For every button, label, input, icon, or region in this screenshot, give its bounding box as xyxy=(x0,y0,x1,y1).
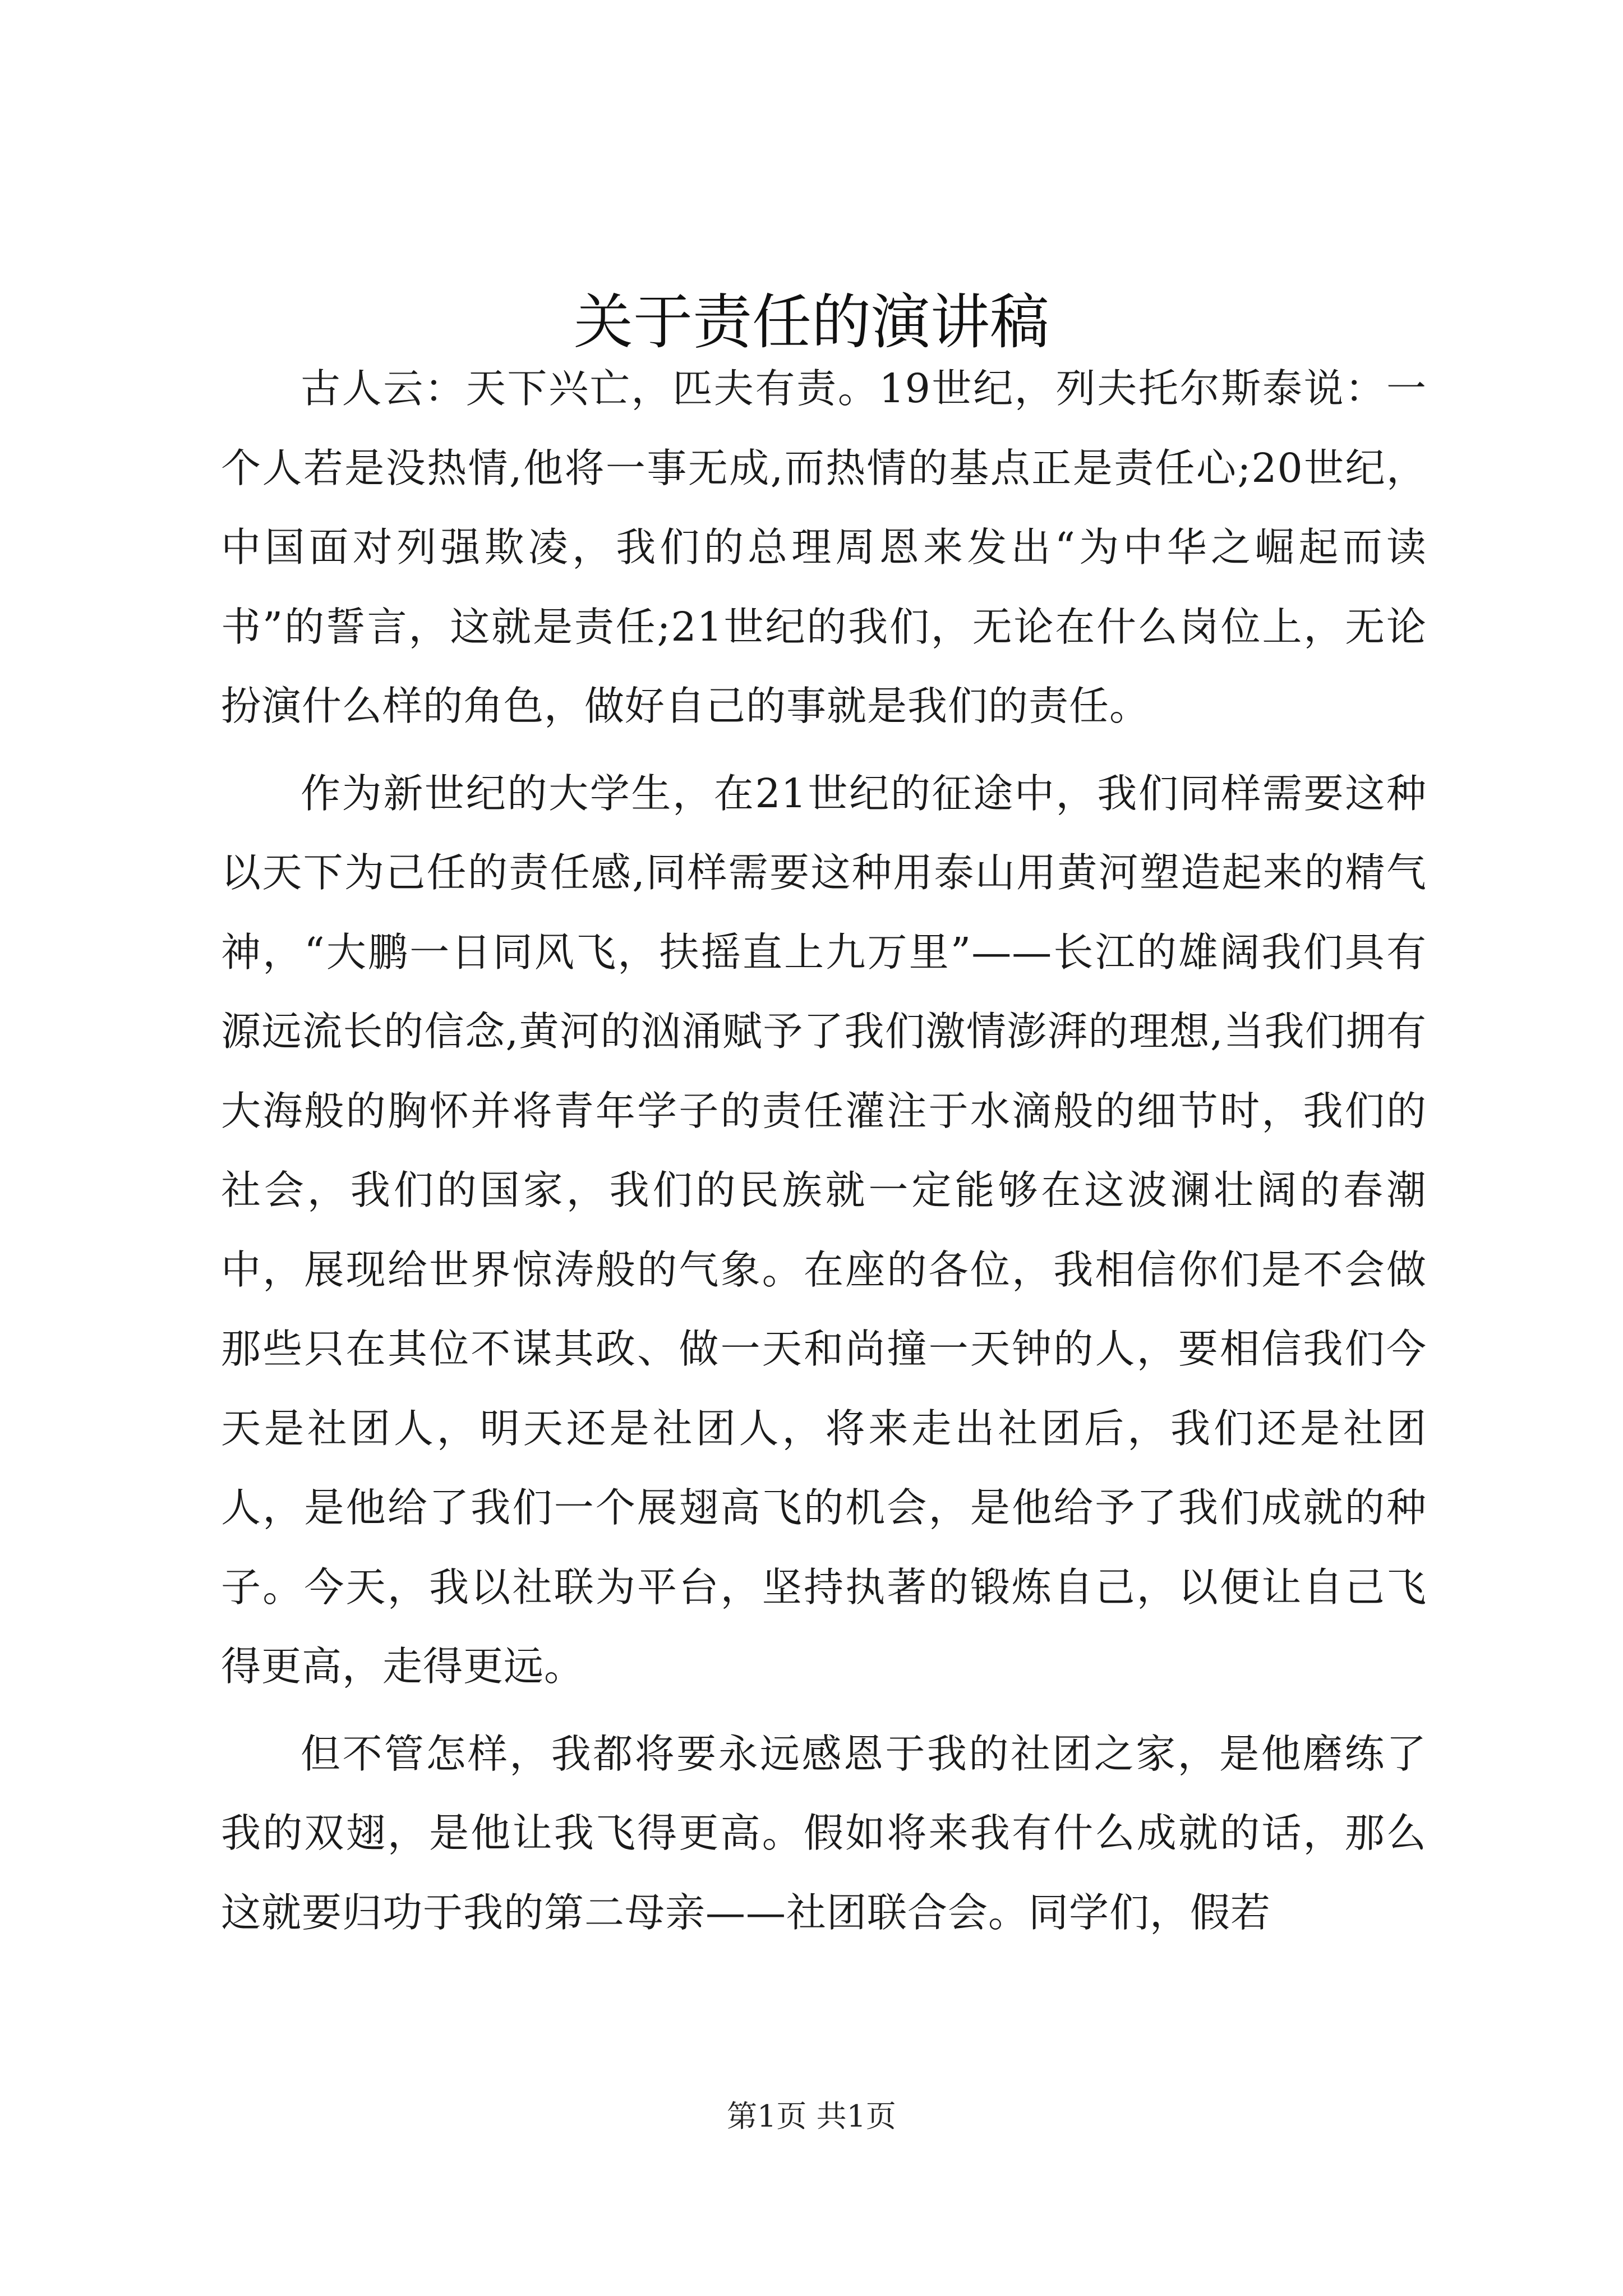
document-title: 关于责任的演讲稿 xyxy=(574,288,1049,357)
page-footer: 第1页 共1页 xyxy=(727,2099,896,2134)
paragraph-1: 古人云：天下兴亡，匹夫有责。19世纪，列夫托尔斯泰说：一个人若是没热情,他将一事无成,而热情的基点正是责任心;20世纪，中国面对列强欺凌，我们的总理周恩来发出“为中华之崛起而读书”的誓言，这就是责任;21世纪的我们，无论在什么岗位上，无论扮演什么样的角色，做好自己的事就是我们的责任。 xyxy=(221,365,1427,729)
paragraph-3: 但不管怎样，我都将要永远感恩于我的社团之家，是他磨练了我的双翅，是他让我飞得更高。假如将来我有什么成就的话，那么这就要归功于我的第二母亲——社团联合会。同学们，假若 xyxy=(221,1730,1427,1936)
document-body xyxy=(221,349,1427,1952)
paragraph-2: 作为新世纪的大学生，在21世纪的征途中，我们同样需要这种以天下为己任的责任感,同样需要这种用泰山用黄河塑造起来的精气神，“大鹏一日同风飞，扶摇直上九万里”——长江的雄阔我们具有源远流长的信念,黄河的汹涌赋予了我们激情澎湃的理想,当我们拥有大海般的胸怀并将青年学子的责任灌注于水滴般的细节时，我们的社会，我们的国家，我们的民族就一定能够在这波澜壮阔的春潮中，展现给世界惊涛般的气象。在座的各位，我相信你们是不会做那些只在其位不谋其政、做一天和尚撞一天钟的人，要相信我们今天是社团人，明天还是社团人，将来走出社团后，我们还是社团人，是他给了我们一个展翅高飞的机会，是他给予了我们成就的种子。今天，我以社联为平台，坚持执著的锻炼自己，以便让自己飞得更高，走得更远。 xyxy=(221,770,1427,1690)
